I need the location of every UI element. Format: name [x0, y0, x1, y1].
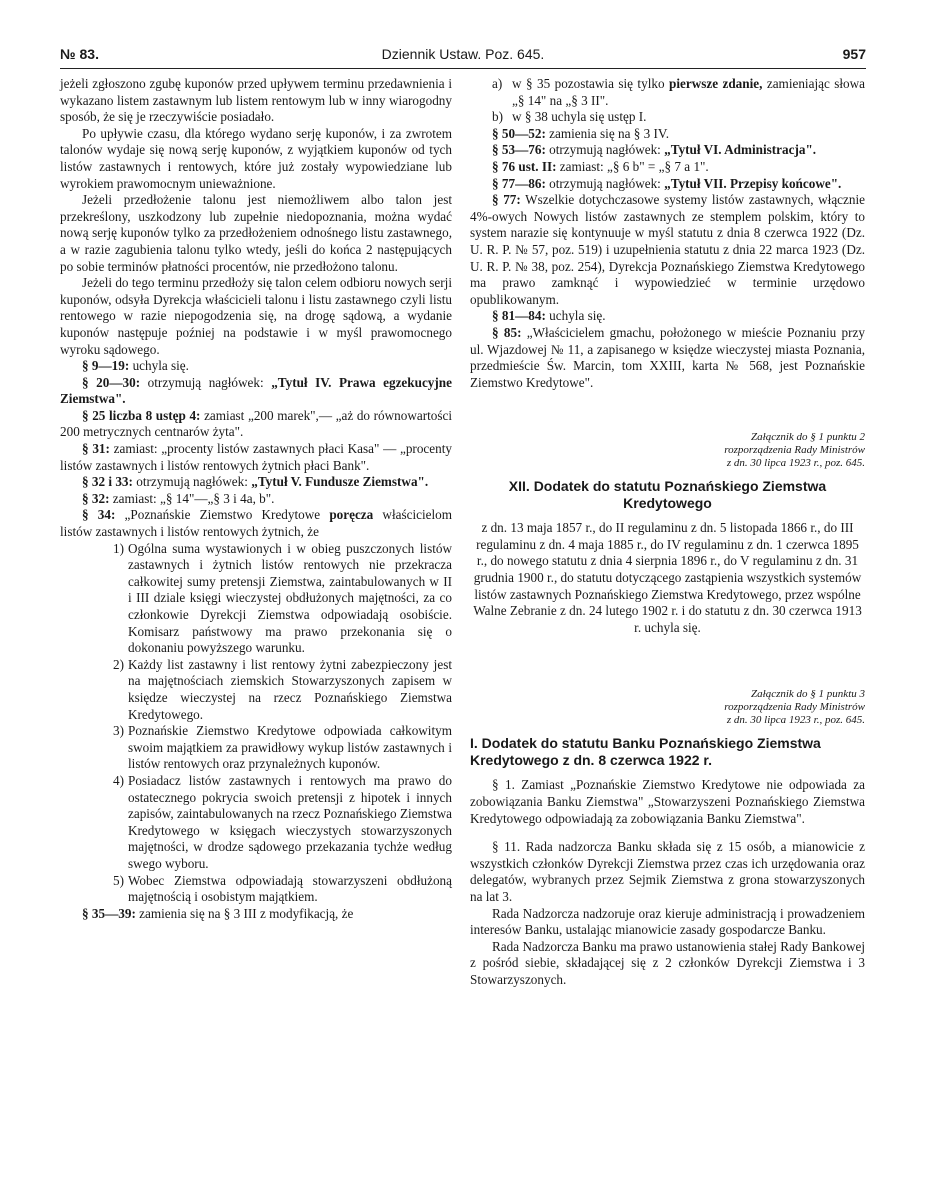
section-ref: § 85:	[492, 324, 522, 340]
page-number: 957	[842, 46, 866, 62]
paragraph: § 32 i 33: otrzymują nagłówek: „Tytuł V. Fundusze Ziemstwa".	[82, 474, 429, 490]
section-ref: § 35—39:	[82, 905, 136, 921]
section-heading: I. Dodatek do statutu Banku Poznańskiego Ziemstwa Kredytowego z dn. 8 czerwca 1922 r.	[470, 735, 821, 769]
paragraph: § 31: zamiast: „procenty listów zastawnych płaci Kasa" — „procenty listów zastawnych i listów rentowych żytnich płaci Bank".	[60, 441, 452, 473]
paragraph: § 35—39: zamienia się na § 3 III z modyfikacją, że	[82, 905, 354, 921]
list-item: 3) Poznańskie Ziemstwo Kredytowe odpowiada całkowitym swoim majątkiem za prawidłowy wykup listów zastawnych i listów rentowych oraz przynależnych kuponów.	[113, 723, 452, 772]
paragraph: Jeżeli do tego terminu przedłoży się talon celem odbioru nowych serji kuponów, odsyła Dyrekcja właścicieli talonu i listu zastawnego czyli listu rentowego w razie niepogodzenia się, na drogę sądową, a wydanie kuponów następuje poźniej na podstawie i w myśl prawomocnego wyroku sądowego.	[60, 275, 452, 357]
list-item: b) w § 38 uchyla się ustęp I.	[492, 109, 647, 125]
section-ref: § 76 ust. II:	[492, 158, 557, 174]
section-ref: § 32:	[82, 490, 110, 506]
section-ref: § 81—84:	[492, 308, 546, 324]
paragraph: § 53—76: otrzymują nagłówek: „Tytuł VI. Administracja".	[492, 142, 817, 158]
annex-note: Załącznik do § 1 punktu 3 rozporządzenia Rady Ministrów z dn. 30 lipca 1923 r., poz. 645.	[724, 688, 865, 727]
paragraph: z dn. 13 maja 1857 r., do II regulaminu z dn. 5 listopada 1866 r., do III regulaminu z dn. 4 maja 1885 r., do IV regulaminu z dn. 1 czerwca 1895 r., do nowego statutu z dnia 4 sierpnia 1896 r., do V regulaminu z dn. 31 grudnia 1900 r., do statutu dotyczącego zastąpienia wszystkich systemów listów zastawnych Poznańskiego Ziemstwa Kredytowego, przez wspólne Walne Zebranie z dn. 24 lutego 1902 r. i do statutu z dn. 30 czerwca 1913 r. uchyla się.	[473, 520, 862, 635]
paragraph: § 50—52: zamienia się na § 3 IV.	[492, 125, 670, 141]
section-ref: § 77—86:	[492, 175, 546, 191]
section-ref: § 34:	[82, 507, 116, 523]
issue-number: № 83.	[60, 46, 99, 62]
section-ref: § 9—19:	[82, 358, 130, 374]
header-rule	[60, 68, 866, 69]
paragraph: jeżeli zgłoszono zgubę kuponów przed upływem terminu przedawnienia i wykazano listem zastawnym lub listem rentowym lub w inny wiarogodny sposób, że się je rzeczywiście posiadało.	[60, 76, 452, 125]
list-item: 1) Ogólna suma wystawionych i w obieg puszczonych listów zastawnych i żytnich listów rentowych nie przekracza całkowitej sumy pretensji Ziemstwa, zaintabulowanych w II i III dziale księgi wieczystej obdłużonych majętności, za co członkowie Dyrekcji Ziemstwa odpowiadają osobiście. Komisarz państwowy ma prawo przekonania się o dokonaniu powyższego warunku.	[113, 540, 452, 656]
paragraph: § 11. Rada nadzorcza Banku składa się z 15 osób, a mianowicie z wszystkich członków Dyrekcji Ziemstwa przez czas ich urzędowania oraz delegatów, wybranych przez Sejmik Ziemstwa z grona stowarzyszonych na lat 3.	[470, 839, 865, 904]
left-column	[60, 76, 452, 922]
paragraph: § 32: zamiast: „§ 14"—„§ 3 i 4a, b".	[82, 490, 275, 506]
section-ref: § 20—30:	[82, 374, 141, 390]
paragraph: § 9—19: uchyla się.	[82, 358, 189, 374]
page-header	[60, 44, 866, 68]
paragraph: § 85: „Właścicielem gmachu, położonego w mieście Poznaniu przy ul. Wjazdowej № 11, a zapisanego w księdze wieczystej miasta Poznania, przedmieście Św. Marcin, tom XXIII, karta № 568, jest Poznańskie Ziemstwo Kredytowe".	[470, 324, 865, 390]
annex-note: Załącznik do § 1 punktu 2 rozporządzenia Rady Ministrów z dn. 30 lipca 1923 r., poz. 645.	[724, 431, 865, 470]
section-ref: § 53—76:	[492, 142, 546, 158]
paragraph: § 25 liczba 8 ustęp 4: zamiast „200 marek",— „aż do równowartości 200 metrycznych centnarów żyta".	[60, 407, 452, 440]
paragraph: § 77—86: otrzymują nagłówek: „Tytuł VII. Przepisy końcowe".	[492, 175, 842, 191]
paragraph: § 34: „Poznańskie Ziemstwo Kredytowe poręcza właścicielom listów zastawnych i listów rentowych żytnich, że	[60, 507, 452, 540]
section-heading: XII. Dodatek do statutu Poznańskiego Ziemstwa Kredytowego	[508, 478, 827, 512]
section-ref: § 32 i 33:	[82, 474, 133, 490]
paragraph: § 1. Zamiast „Poznańskie Ziemstwo Kredytowe nie odpowiada za zobowiązania Banku Ziemstwa" „Stowarzyszeni Poznańskiego Ziemstwa Kredytowego odpowiadają za zobowiązania Banku Ziemstwa".	[470, 777, 865, 826]
paragraph: § 77: Wszelkie dotychczasowe systemy listów zastawnych, włącznie 4%-owych Nowych listów zastawnych ze stemplem polskim, który to system narazie się kontynuuje w myśl statutu z dnia 8 czerwca 1922 (Dz. U. R. P. № 57, poz. 519) i uzupełnienia statutu z dnia 22 marca 1923 (Dz. U. R. P. № 38, poz. 254), Dyrekcja Poznańskiego Ziemstwa Kredytowego ma prawo zamknąć i wypowiedzieć w terminie urzędowo opublikowanym.	[470, 192, 865, 307]
paragraph: Jeżeli przedłożenie talonu jest niemożliwem albo talon jest przekreślony, uszkodzony lub zupełnie niedopoznania, można wydać nową serję kuponów tylko za przedłożeniem odnośnego listu zastawnego, a w razie zagubienia talonu tylko wtedy, jeśli do końca 2 następujących po sobie terminów płatności procentów, nie przedłożono talonu.	[60, 192, 452, 274]
section-ref: § 25 liczba 8 ustęp 4:	[82, 407, 201, 423]
section-ref: § 31:	[82, 441, 110, 457]
paragraph: § 76 ust. II: zamiast: „§ 6 b" = „§ 7 a 1".	[492, 158, 709, 174]
journal-title: Dziennik Ustaw. Poz. 645.	[381, 46, 545, 62]
list-item: 2) Każdy list zastawny i list rentowy żytni zabezpieczony jest na majętnościach ziemskich Stowarzyszonych zapisem w księdze wieczystej na rzecz Poznańskiego Ziemstwa Kredytowego.	[113, 656, 452, 722]
list-item: 5) Wobec Ziemstwa odpowiadają stowarzyszeni obdłużoną majętnością i osobistym majątkiem.	[113, 872, 452, 905]
paragraph: Po upływie czasu, dla którego wydano serję kuponów, i za zwrotem talonów wydaje się nową serję kuponów, z wyjątkiem kuponów od tych listów zastawnych i rentowych, które już zostały wypowiedziane lub wyrokiem prawomocnym unieważnione.	[60, 125, 452, 191]
list-item: a) w § 35 pozostawia się tylko pierwsze zdanie, zamieniając słowa „§ 14" na „§ 3 II".	[492, 76, 866, 108]
paragraph: Rada Nadzorcza nadzoruje oraz kieruje administracją i prowadzeniem interesów Banku, ustalając mianowicie zasady gospodarcze Banku.	[470, 905, 865, 938]
paragraph: Rada Nadzorcza Banku ma prawo ustanowienia stałej Rady Bankowej z pośród siebie, składającej się z 2 członków Dyrekcji Ziemstwa i 3 Stowarzyszonych.	[470, 938, 865, 987]
list-item: 4) Posiadacz listów zastawnych i rentowych ma prawo do ostatecznego pokrycia swoich pretensji z hipotek i innych zapisów, zaintabulowanych na rzecz Poznańskiego Ziemstwa Kredytowego w księgach wieczystych stowarzyszonych majętności, w drodze sądowego przekazania tychże według swego wyboru.	[113, 772, 452, 871]
paragraph: § 81—84: uchyla się.	[492, 308, 606, 324]
section-ref: § 50—52:	[492, 125, 546, 141]
paragraph: § 20—30: otrzymują nagłówek: „Tytuł IV. Prawa egzekucyjne Ziemstwa".	[60, 374, 452, 407]
right-column	[470, 76, 865, 989]
section-ref: § 77:	[492, 192, 521, 208]
